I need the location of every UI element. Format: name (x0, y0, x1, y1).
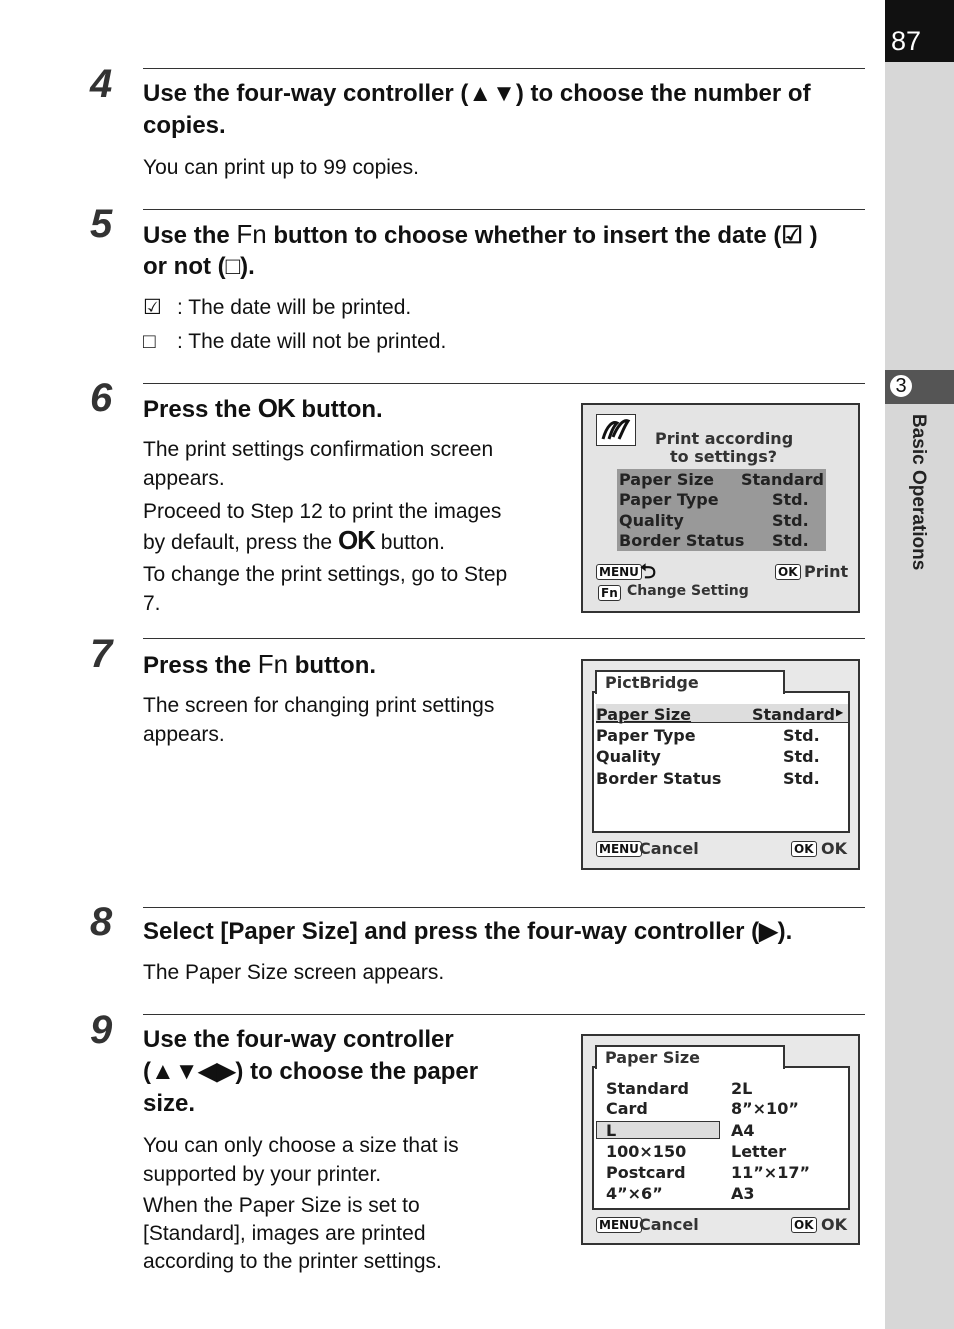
step-9-para1-line2: supported by your printer. (143, 1163, 382, 1186)
paper-size-option[interactable]: Standard (606, 1079, 689, 1098)
step-9-heading-line1: Use the four-way controller (143, 1026, 454, 1053)
ok-label: OK (821, 839, 847, 858)
pictbridge-icon (596, 414, 636, 446)
step-8-heading: Select [Paper Size] and press the four-way controller (▶). (143, 918, 793, 945)
selected-setting-label[interactable]: Paper Size (596, 705, 692, 724)
setting-value: Std. (783, 769, 820, 788)
paper-size-option[interactable]: A3 (731, 1184, 755, 1203)
fn-button-glyph: Fn (257, 649, 289, 679)
paper-size-screen (581, 1034, 860, 1245)
tab-pictbridge: PictBridge (605, 673, 699, 692)
menu-key: MENU (596, 564, 642, 580)
step-6-para2-line2: by default, press the OK button. (143, 525, 446, 555)
paper-size-option[interactable]: Letter (731, 1142, 787, 1161)
setting-value: Standard (741, 470, 824, 489)
fn-button-glyph: Fn (236, 219, 267, 249)
paper-size-option-selected[interactable]: L (606, 1121, 617, 1140)
setting-value: Std. (783, 726, 820, 745)
step-6-para3-line2: 7. (143, 592, 161, 615)
setting-value: Std. (772, 531, 809, 550)
setting-label: Quality (619, 511, 684, 530)
step-4-body: You can print up to 99 copies. (143, 156, 419, 179)
setting-label[interactable]: Border Status (596, 769, 722, 788)
pictbridge-settings-screen (581, 659, 860, 870)
step-divider (143, 209, 865, 210)
paper-size-option[interactable]: 11”×17” (731, 1163, 810, 1182)
paper-size-option[interactable]: A4 (731, 1121, 755, 1140)
ok-button-glyph: OK (257, 393, 295, 423)
setting-label: Paper Type (619, 490, 719, 509)
step-divider (143, 907, 865, 908)
step-number-9: 9 (90, 1008, 111, 1052)
setting-value: Std. (772, 490, 809, 509)
step-5-heading-line1: Use the Fn button to choose whether to insert the date (☑ ) (143, 219, 818, 249)
cancel-label: Cancel (639, 839, 699, 858)
ok-key: OK (791, 1217, 817, 1233)
step-divider (143, 1014, 865, 1015)
step-6-para1-line2: appears. (143, 467, 225, 490)
step-7-heading: Press the Fn button. (143, 649, 377, 679)
page-number: 87 (891, 26, 922, 56)
change-setting-label: Change Setting (627, 583, 749, 599)
confirm-title-line2: to settings? (670, 447, 778, 466)
menu-key: MENU (596, 841, 642, 857)
step-9-para1-line1: You can only choose a size that is (143, 1134, 459, 1157)
tab-paper-size: Paper Size (605, 1048, 701, 1067)
setting-label[interactable]: Quality (596, 747, 661, 766)
step-number-4: 4 (90, 62, 111, 106)
chapter-number: 3 (888, 373, 914, 399)
step-4-heading-line1: Use the four-way controller (▲▼) to choose the number of (143, 80, 811, 107)
date-not-printed-text: : The date will not be printed. (177, 330, 447, 353)
right-arrow-icon: ▶ (836, 705, 844, 719)
step-5-heading-line2: or not (□). (143, 253, 255, 280)
selected-setting-value[interactable]: Standard (752, 705, 835, 724)
paper-size-option[interactable]: 100×150 (606, 1142, 687, 1161)
chapter-sidebar (885, 0, 954, 1329)
step-6-para3-line1: To change the print settings, go to Step (143, 563, 508, 586)
setting-value: Std. (772, 511, 809, 530)
setting-label: Paper Size (619, 470, 715, 489)
step-6-para1-line1: The print settings confirmation screen (143, 438, 494, 461)
checkbox-checked-icon: ☑ (781, 222, 803, 249)
paper-size-option[interactable]: Card (606, 1099, 648, 1118)
ok-button-glyph: OK (337, 525, 375, 555)
print-label: Print (804, 562, 849, 581)
step-8-body: The Paper Size screen appears. (143, 961, 445, 984)
paper-size-option[interactable]: Postcard (606, 1163, 686, 1182)
unchecked-date-symbol: □ (143, 330, 156, 353)
step-9-heading-line3: size. (143, 1090, 196, 1117)
ok-key: OK (791, 841, 817, 857)
paper-size-option[interactable]: 2L (731, 1079, 753, 1098)
step-number-5: 5 (90, 202, 111, 246)
setting-value: Std. (783, 747, 820, 766)
back-arrow-icon: ⮌ (640, 559, 657, 583)
step-4-heading-line2: copies. (143, 112, 226, 139)
date-printed-text: : The date will be printed. (177, 296, 412, 319)
step-9-para2-line1: When the Paper Size is set to (143, 1194, 420, 1217)
setting-label: Border Status (619, 531, 745, 550)
step-9-para2-line3: according to the printer settings. (143, 1250, 442, 1273)
step-6-heading: Press the OK button. (143, 393, 383, 423)
step-6-para2-line1: Proceed to Step 12 to print the images (143, 500, 502, 523)
step-number-6: 6 (90, 376, 111, 420)
step-9-heading-line2: (▲▼◀▶) to choose the paper (143, 1058, 479, 1085)
step-number-8: 8 (90, 900, 111, 944)
step-7-para-line1: The screen for changing print settings (143, 694, 495, 717)
step-7-para-line2: appears. (143, 723, 225, 746)
confirm-screen (581, 403, 860, 613)
cancel-label: Cancel (639, 1215, 699, 1234)
ok-label: OK (821, 1215, 847, 1234)
step-number-7: 7 (90, 632, 111, 676)
paper-size-option[interactable]: 4”×6” (606, 1184, 663, 1203)
fn-key: Fn (598, 585, 621, 601)
step-9-para2-line2: [Standard], images are printed (143, 1222, 426, 1245)
chapter-title: Basic Operations (908, 414, 929, 571)
ok-key: OK (775, 564, 801, 580)
checked-date-symbol: ☑ (143, 296, 162, 319)
setting-label[interactable]: Paper Type (596, 726, 696, 745)
confirm-title-line1: Print according (655, 429, 794, 448)
paper-size-option[interactable]: 8”×10” (731, 1099, 799, 1118)
step-divider (143, 68, 865, 69)
step-divider (143, 638, 865, 639)
menu-key: MENU (596, 1217, 642, 1233)
step-divider (143, 383, 865, 384)
